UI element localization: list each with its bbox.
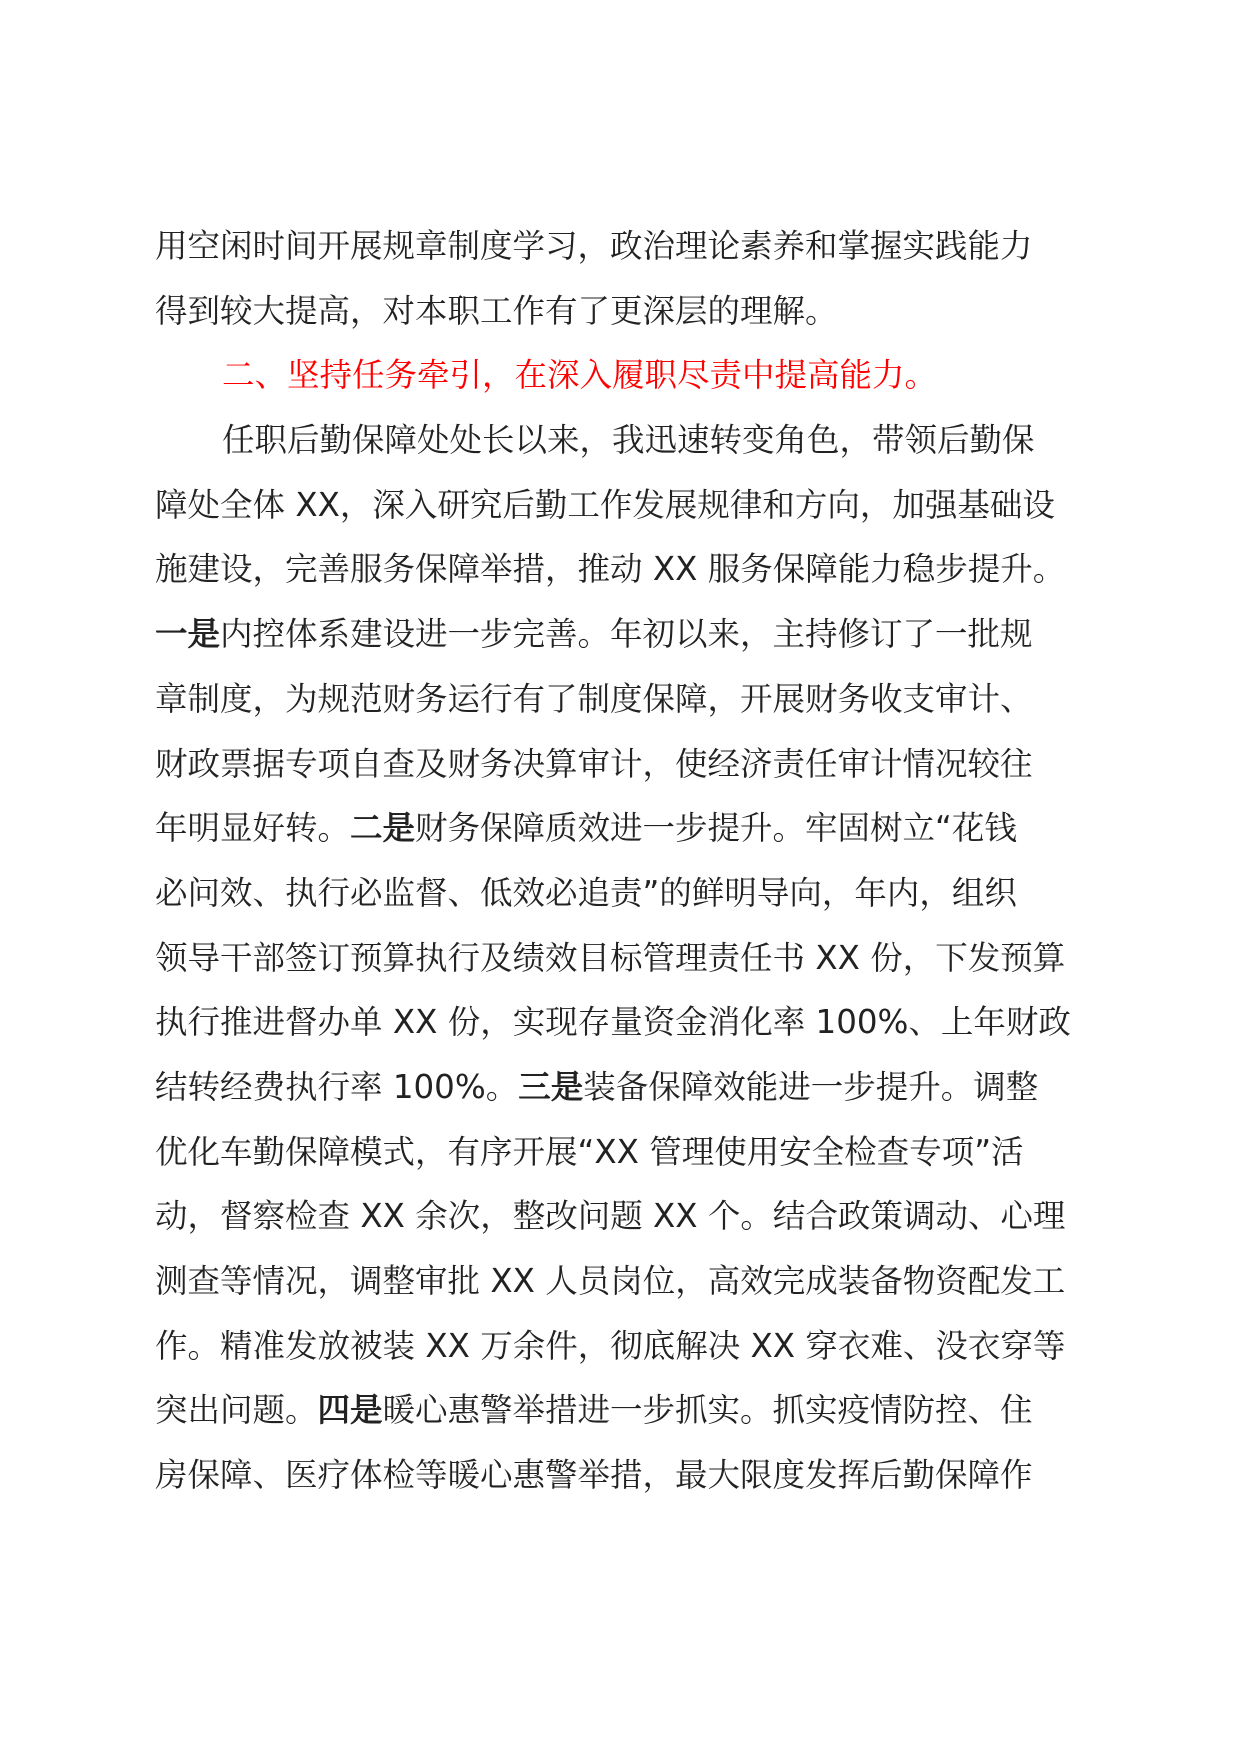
bold-lead-text: 二是 [350,809,416,848]
paragraph-text: 执行推进督办单 XX 份，实现存量资金消化率 100%、上年财政 [155,1003,1071,1042]
paragraph-line [155,796,1095,861]
paragraph-line [155,861,1095,926]
paragraph-text: 内控体系建设进一步完善。年初以来，主持修订了一批规 [220,615,1033,654]
bold-lead-text: 三是 [518,1067,584,1106]
paragraph-line [155,279,1095,344]
paragraph-text: 必问效、执行必监督、低效必追责”的鲜明导向，年内，组织 [155,873,1017,912]
paragraph-line [155,408,1095,473]
section-heading: 二、坚持任务牵引，在深入履职尽责中提高能力。 [222,356,938,395]
paragraph-line [155,473,1095,538]
paragraph-line [155,537,1095,602]
paragraph-text: 财务保障质效进一步提升。牢固树立“花钱 [415,809,1017,848]
paragraph-line [155,1184,1095,1249]
paragraph-text: 领导干部签订预算执行及绩效目标管理责任书 XX 份，下发预算 [155,938,1066,977]
paragraph-text: 用空闲时间开展规章制度学习，政治理论素养和掌握实践能力 [155,227,1033,265]
paragraph-line [155,732,1095,797]
paragraph-text: 得到较大提高，对本职工作有了更深层的理解。 [155,291,838,330]
bold-lead-text: 四是 [317,1391,383,1430]
paragraph-text: 突出问题。 [155,1391,318,1430]
paragraph-text: 障处全体 XX，深入研究后勤工作发展规律和方向，加强基础设 [155,485,1055,524]
paragraph-text: 测查等情况，调整审批 XX 人员岗位，高效完成装备物资配发工 [155,1262,1066,1300]
paragraph-line [155,1120,1095,1185]
paragraph-text: 章制度，为规范财务运行有了制度保障，开展财务收支审计、 [155,679,1033,718]
paragraph-line [155,214,1095,279]
paragraph-text: 装备保障效能进一步提升。调整 [583,1067,1039,1106]
paragraph-text: 结转经费执行率 100%。 [155,1067,519,1106]
paragraph-line [155,990,1095,1055]
paragraph-text: 年明显好转。 [155,809,351,848]
paragraph-text: 作。精准发放被装 XX 万余件，彻底解决 XX 穿衣难、没衣穿等 [155,1326,1066,1365]
paragraph-text: 动，督察检查 XX 余次，整改问题 XX 个。结合政策调动、心理 [155,1197,1066,1236]
paragraph-text: 任职后勤保障处处长以来，我迅速转变角色，带领后勤保 [222,421,1035,460]
paragraph-text: 财政票据专项自查及财务决算审计，使经济责任审计情况较往 [155,744,1033,783]
paragraph-line [155,1314,1095,1379]
paragraph-text: 暖心惠警举措进一步抓实。抓实疫情防控、住 [382,1391,1033,1430]
paragraph-text: 施建设，完善服务保障举措，推动 XX 服务保障能力稳步提升。 [155,550,1066,589]
paragraph-line [155,1443,1095,1508]
paragraph-line [155,1378,1095,1443]
document-body [155,214,1095,1508]
paragraph-line [155,926,1095,991]
paragraph-line [155,667,1095,732]
paragraph-line [155,1055,1095,1120]
paragraph-text: 房保障、医疗体检等暖心惠警举措，最大限度发挥后勤保障作 [155,1456,1033,1495]
paragraph-text: 优化车勤保障模式，有序开展“XX 管理使用安全检查专项”活 [155,1132,1024,1171]
paragraph-line [155,1249,1095,1314]
paragraph-line [155,602,1095,667]
bold-lead-text: 一是 [155,615,221,654]
